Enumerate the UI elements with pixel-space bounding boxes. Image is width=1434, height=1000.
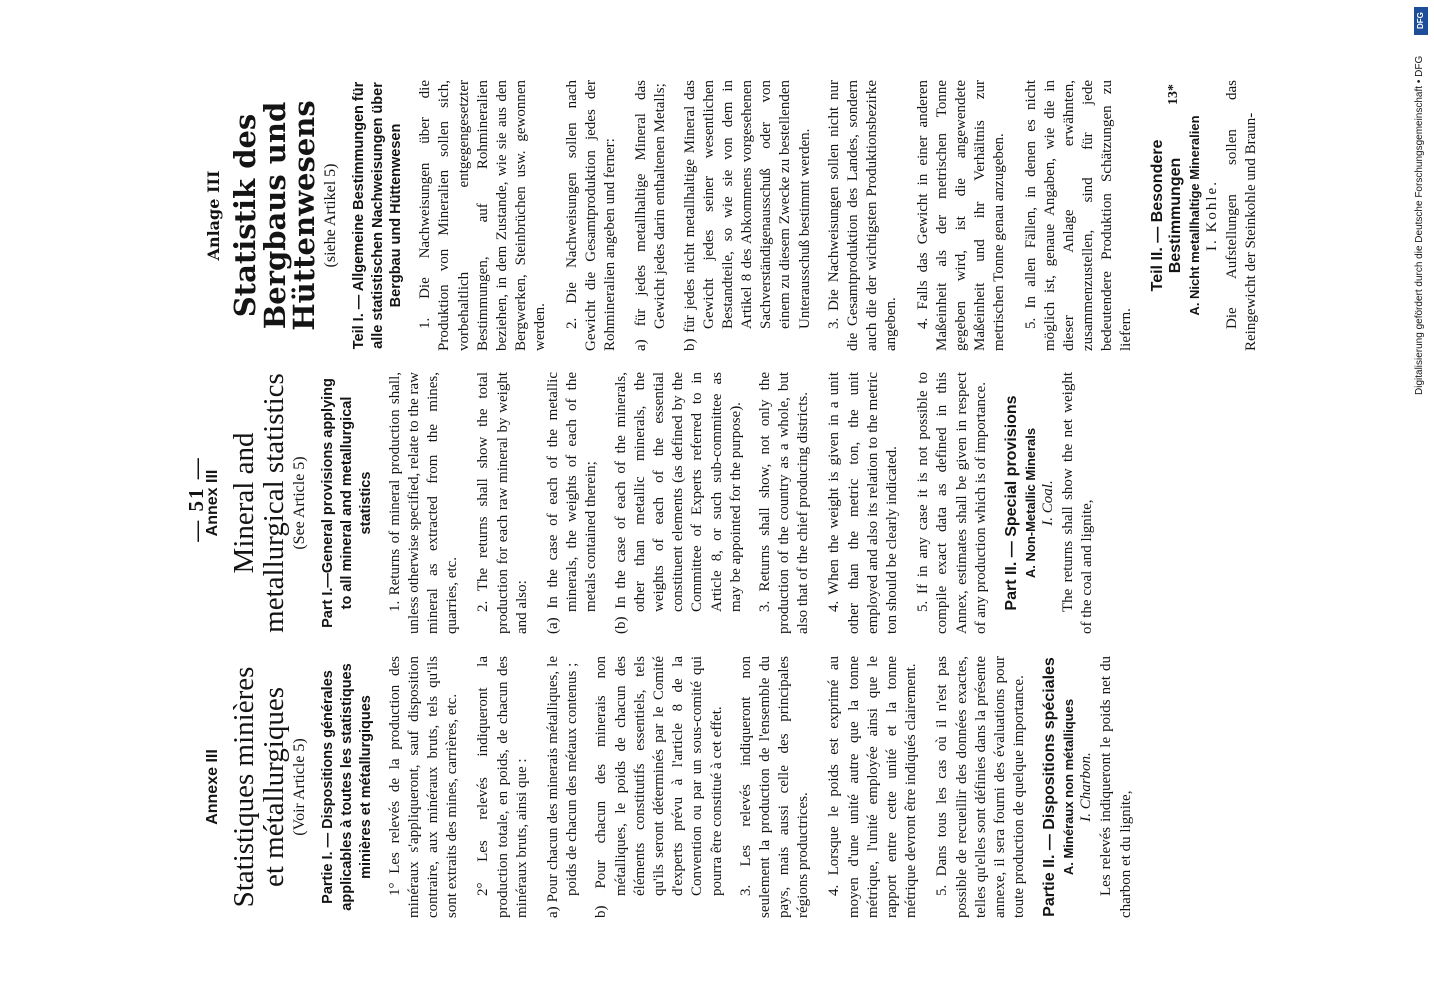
annex-heading: Annexe III — [204, 749, 221, 825]
part-heading: Part I.—General provisions applying to all mineral and metallurgical statistics — [320, 378, 374, 628]
french-column — [204, 656, 1184, 918]
paragraph: 4. Lorsque le poids est exprimé au moyen d'une unité autre que la tonne métrique, l'unité employée ainsi que le rapport entre cette unité et la tonne métrique devront être indiqués clairement. — [826, 656, 920, 918]
paragraph: 2° Les relevés indiqueront la production totale, en poids, de chacun des minéraux bruts, ainsi que : — [475, 656, 530, 918]
item-heading: I. Charbon. — [1078, 752, 1095, 822]
list-item: b) Pour chacun des minerais non métalliques, le poids de chacun des éléments constitutifs essentiels, tels qu'ils seront déterminés par le Comité d'experts prévu à l'article 8 de la Convention ou par un sous-comité qui pourra être constitué à cet effet. — [593, 656, 725, 918]
part-heading: Part II. — Special provisions — [1002, 395, 1020, 611]
subsection-heading: A. Nicht metallhaltige Mineralien — [1186, 115, 1202, 316]
side-strip — [1394, 0, 1434, 1000]
paragraph: 5. If in any case it is not possible to compile exact data as defined in this Annex, estimates shall be given in respect of any production which is of importance. — [915, 372, 989, 634]
annex-heading: Anlage III — [204, 170, 223, 261]
article-reference: (See Article 5) — [291, 456, 309, 550]
list-item: (a) In the case of each of the metallic minerals, the weights of each of the metals contained therein; — [545, 372, 600, 634]
english-column — [204, 372, 1184, 634]
item-heading: I. Kohle. — [1203, 180, 1220, 251]
part-heading: Partie I. — Dispositions générales applicables à toutes les statistiques minières et métallurgiques — [320, 663, 374, 911]
article-reference: (Voir Article 5) — [291, 738, 309, 836]
item-heading: I. Coal. — [1039, 480, 1056, 526]
german-column — [204, 80, 1259, 351]
paragraph: The returns shall show the net weight of the coal and lignite, — [1059, 372, 1096, 634]
paragraph: 4. When the weight is given in a unit other than the metric ton, the unit employed and also its relation to the metric ton should be clearly indicated. — [826, 372, 900, 634]
paragraph: 1. Die Nachweisungen über die Produktion von Mineralien sollen sich, vorbehaltlich entgegengesetzter Bestimmungen, auf Rohmineralien beziehen, in dem Zustande, wie sie aus den Bergwerken, Steinbrüchen usw. gewonnen werden. — [417, 80, 549, 351]
section-title: Mineral and metallurgical statistics — [228, 373, 290, 633]
paragraph: 5. Dans tous les cas où il n'est pas possible de recueillir des données exactes, telles qu'elles sont définies dans la présente annexe, il sera fourni des évaluations pour toute production de quelque importance. — [934, 656, 1028, 918]
paragraph: 3. Die Nachweisungen sollen nicht nur die Gesamtproduktion des Landes, sondern auch die der wichtigsten Produktionsbezirke angeben. — [825, 80, 900, 351]
dfg-logo: DFG — [1414, 7, 1428, 35]
page-number: — 51 — — [184, 456, 208, 542]
paragraph: 3. Returns shall show, not only the production of the country as a whole, but also that of the chief producing districts. — [756, 372, 812, 634]
paragraph: Les relevés indiqueront le poids net du charbon et du lignite, — [1098, 656, 1134, 918]
list-item: a) Pour chacun des minerais métalliques, le poids de chacun des métaux contenus ; — [545, 656, 581, 918]
paragraph: Die Aufstellungen sollen das Reingewicht der Steinkohle und Braun- — [1223, 80, 1259, 351]
annex-heading: Annex III — [204, 469, 221, 537]
paragraph: 5. In allen Fällen, in denen es nicht möglich ist, genaue Angaben, wie die in dieser Anlage erwähnten, zusammenzustellen, sind für jede bedeutendere Produktion Schätzungen zu liefern. — [1022, 80, 1135, 351]
part-heading: Teil I. — Allgemeine Bestimmungen für alle statistischen Nachweisungen über Bergbau und Hüttenwesen — [350, 81, 405, 350]
subsection-heading: A. Minéraux non métalliques — [1061, 698, 1077, 876]
section-title: Statistik des Bergbaus und Hüttenwesens — [228, 100, 322, 331]
signature-mark: 13* — [1166, 84, 1181, 105]
rotated-page — [184, 80, 1259, 918]
section-title: Statistiques minières et métallurgiques — [228, 666, 290, 908]
list-item: b) für jedes nicht metallhaltige Mineral das Gewicht jedes seiner wesentlichen Bestandteile, so wie sie von dem in Artikel 8 des Abkommens vorgesehenen Sachverständigenausschuß oder von einem zu diesem Zwecke zu bestellenden Unterausschuß bestimmt werden. — [681, 80, 813, 351]
list-item: (b) In the case of each of the minerals, other than metallic minerals, the weights of each of the essential constituent elements (as defined by the Committee of Experts referred to in Article 8, or such sub-committee as may be appointed for the purpose). — [612, 372, 744, 634]
paragraph: 4. Falls das Gewicht in einer anderen Maßeinheit als der metrischen Tonne gegeben wird, ist die angewendete Maßeinheit und ihr Verhältnis zur metrischen Tonne genau anzugeben. — [914, 80, 1008, 351]
subsection-heading: A. Non-Metallic Minerals — [1022, 427, 1038, 579]
paragraph: 1° Les relevés de la production des minéraux s'appliqueront, sauf disposition contraire, aux minéraux bruts, tels qu'ils sont extraits des mines, carrières, etc. — [386, 656, 461, 918]
digitization-note: Digitalisierung gefördert durch die Deutsche Forschungsgemeinschaft • DFG — [1414, 55, 1425, 395]
paragraph: 2. Die Nachweisungen sollen nach Gewicht die Gesamtproduktion jedes der Rohmineralien angeben und ferner: — [563, 80, 618, 351]
list-item: a) für jedes metallhaltige Mineral das Gewicht jedes darin enthaltenen Metalls; — [633, 80, 669, 351]
paragraph: 2. The returns shall show the total production for each raw mineral by weight and also: — [475, 372, 530, 634]
paragraph: 3. Les relevés indiqueront non seulement la production de l'ensemble du pays, mais aussi celle des principales régions productrices. — [737, 656, 812, 918]
paragraph: 1. Returns of mineral production shall, unless otherwise specified, relate to the raw mineral as extracted from the mines, quarries, etc. — [386, 372, 461, 634]
article-reference: (siehe Artikel 5) — [321, 163, 339, 268]
part-heading: Teil II. — Besondere Bestimmungen — [1148, 139, 1184, 292]
part-heading: Partie II. — Dispositions spéciales — [1041, 657, 1059, 917]
